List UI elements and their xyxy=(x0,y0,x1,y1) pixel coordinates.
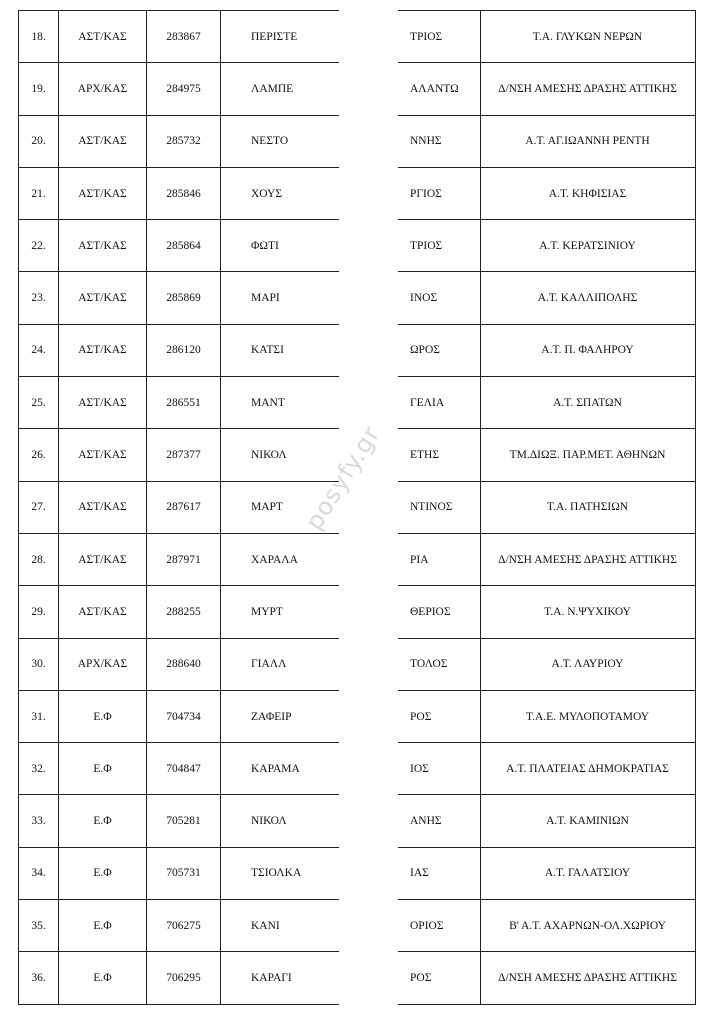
service-cell: Δ/ΝΣΗ ΑΜΕΣΗΣ ΔΡΑΣΗΣ ΑΤΤΙΚΗΣ xyxy=(480,533,695,585)
row-number: 34. xyxy=(19,847,59,899)
table-row xyxy=(19,429,339,481)
first-name-cell: ΙΟΣ xyxy=(398,743,480,795)
first-name-cell: ΙΝΟΣ xyxy=(398,272,480,324)
table-row xyxy=(398,533,695,585)
row-number: 31. xyxy=(19,690,59,742)
surname-cell: ΧΟΥΣ xyxy=(221,167,339,219)
service-cell: Α.Τ. ΓΑΛΑΤΣΙΟΥ xyxy=(480,847,695,899)
rank-cell: Ε.Φ xyxy=(59,952,147,1004)
first-name-cell: ΟΡΙΟΣ xyxy=(398,900,480,952)
first-name-cell: ΝΤΙΝΟΣ xyxy=(398,481,480,533)
table-row xyxy=(398,115,695,167)
table-row xyxy=(398,377,695,429)
first-name-cell: ΓΕΛΙΑ xyxy=(398,377,480,429)
service-cell: Δ/ΝΣΗ ΑΜΕΣΗΣ ΔΡΑΣΗΣ ΑΤΤΙΚΗΣ xyxy=(480,952,695,1004)
service-cell: Β' Α.Τ. ΑΧΑΡΝΩΝ-ΟΛ.ΧΩΡΙΟΥ xyxy=(480,900,695,952)
service-cell: Δ/ΝΣΗ ΑΜΕΣΗΣ ΔΡΑΣΗΣ ΑΤΤΙΚΗΣ xyxy=(480,63,695,115)
code-cell: 704734 xyxy=(147,690,221,742)
first-name-cell: ΘΕΡΙΟΣ xyxy=(398,586,480,638)
row-number: 26. xyxy=(19,429,59,481)
first-name-cell: ΡΙΑ xyxy=(398,533,480,585)
first-name-cell: ΝΝΗΣ xyxy=(398,115,480,167)
service-cell: Α.Τ. ΛΑΥΡΙΟΥ xyxy=(480,638,695,690)
row-number: 25. xyxy=(19,377,59,429)
row-number: 29. xyxy=(19,586,59,638)
code-cell: 705731 xyxy=(147,847,221,899)
rank-cell: ΑΣΤ/ΚΑΣ xyxy=(59,586,147,638)
row-number: 19. xyxy=(19,63,59,115)
rank-cell: ΑΡΧ/ΚΑΣ xyxy=(59,638,147,690)
row-number: 27. xyxy=(19,481,59,533)
personnel-table-left xyxy=(18,10,339,1005)
table-row xyxy=(398,11,695,63)
table-row xyxy=(398,167,695,219)
code-cell: 286551 xyxy=(147,377,221,429)
row-number: 32. xyxy=(19,743,59,795)
table-row xyxy=(19,900,339,952)
service-cell: Α.Τ. ΚΗΦΙΣΙΑΣ xyxy=(480,167,695,219)
surname-cell: ΚΑΡΑΜΑ xyxy=(221,743,339,795)
table-row xyxy=(19,743,339,795)
rank-cell: ΑΣΤ/ΚΑΣ xyxy=(59,115,147,167)
code-cell: 287377 xyxy=(147,429,221,481)
table-row xyxy=(19,952,339,1004)
row-number: 30. xyxy=(19,638,59,690)
table-row xyxy=(398,638,695,690)
row-number: 28. xyxy=(19,533,59,585)
code-cell: 285732 xyxy=(147,115,221,167)
service-cell: Α.Τ. ΚΕΡΑΤΣΙΝΙΟΥ xyxy=(480,220,695,272)
surname-cell: ΦΩΤΙ xyxy=(221,220,339,272)
table-row xyxy=(398,272,695,324)
table-right-part xyxy=(398,10,695,1005)
code-cell: 285846 xyxy=(147,167,221,219)
surname-cell: ΜΑΡΤ xyxy=(221,481,339,533)
table-left-part xyxy=(18,10,302,1005)
service-cell: Τ.Α. Ν.ΨΥΧΙΚΟΥ xyxy=(480,586,695,638)
table-row xyxy=(19,847,339,899)
table-row xyxy=(19,638,339,690)
row-number: 36. xyxy=(19,952,59,1004)
table-row xyxy=(398,586,695,638)
code-cell: 705281 xyxy=(147,795,221,847)
table-row xyxy=(398,220,695,272)
rank-cell: ΑΣΤ/ΚΑΣ xyxy=(59,167,147,219)
row-number: 24. xyxy=(19,324,59,376)
first-name-cell: ΑΝΗΣ xyxy=(398,795,480,847)
table-row xyxy=(19,11,339,63)
service-cell: Α.Τ. ΚΑΜΙΝΙΩΝ xyxy=(480,795,695,847)
surname-cell: ΚΑΡΑΓΙ xyxy=(221,952,339,1004)
row-number: 23. xyxy=(19,272,59,324)
rank-cell: ΑΣΤ/ΚΑΣ xyxy=(59,11,147,63)
first-name-cell: ΡΓΙΟΣ xyxy=(398,167,480,219)
rank-cell: ΑΡΧ/ΚΑΣ xyxy=(59,63,147,115)
table-row xyxy=(19,481,339,533)
table-row xyxy=(398,743,695,795)
service-cell: ΤΜ.ΔΙΩΞ. ΠΑΡ.ΜΕΤ. ΑΘΗΝΩΝ xyxy=(480,429,695,481)
surname-cell: ΓΙΑΛΛ xyxy=(221,638,339,690)
watermark: posyfy.gr xyxy=(300,420,386,535)
rank-cell: ΑΣΤ/ΚΑΣ xyxy=(59,429,147,481)
code-cell: 706275 xyxy=(147,900,221,952)
code-cell: 706295 xyxy=(147,952,221,1004)
surname-cell: ΠΕΡΙΣΤΕ xyxy=(221,11,339,63)
table-row xyxy=(19,586,339,638)
table-row xyxy=(19,690,339,742)
service-cell: Τ.Α.Ε. ΜΥΛΟΠΟΤΑΜΟΥ xyxy=(480,690,695,742)
table-row xyxy=(19,220,339,272)
table-row xyxy=(398,429,695,481)
surname-cell: ΚΑΤΣΙ xyxy=(221,324,339,376)
table-row xyxy=(19,63,339,115)
code-cell: 283867 xyxy=(147,11,221,63)
first-name-cell: ΡΟΣ xyxy=(398,690,480,742)
row-number: 22. xyxy=(19,220,59,272)
first-name-cell: ΤΡΙΟΣ xyxy=(398,220,480,272)
row-number: 35. xyxy=(19,900,59,952)
rank-cell: ΑΣΤ/ΚΑΣ xyxy=(59,533,147,585)
table-row xyxy=(398,900,695,952)
service-cell: Τ.Α. ΠΑΤΗΣΙΩΝ xyxy=(480,481,695,533)
table-row xyxy=(19,324,339,376)
service-cell: Α.Τ. ΑΓ.ΙΩΑΝΝΗ ΡΕΝΤΗ xyxy=(480,115,695,167)
surname-cell: ΝΕΣΤΟ xyxy=(221,115,339,167)
first-name-cell: ΤΡΙΟΣ xyxy=(398,11,480,63)
first-name-cell: ΩΡΟΣ xyxy=(398,324,480,376)
table-row xyxy=(398,63,695,115)
first-name-cell: ΑΛΑΝΤΩ xyxy=(398,63,480,115)
service-cell: Α.Τ. ΚΑΛΛΙΠΟΛΗΣ xyxy=(480,272,695,324)
code-cell: 284975 xyxy=(147,63,221,115)
code-cell: 285869 xyxy=(147,272,221,324)
table-row xyxy=(19,167,339,219)
rank-cell: ΑΣΤ/ΚΑΣ xyxy=(59,324,147,376)
table-row xyxy=(398,952,695,1004)
surname-cell: ΜΑΝΤ xyxy=(221,377,339,429)
rank-cell: Ε.Φ xyxy=(59,847,147,899)
code-cell: 288255 xyxy=(147,586,221,638)
first-name-cell: ΡΟΣ xyxy=(398,952,480,1004)
code-cell: 286120 xyxy=(147,324,221,376)
personnel-table-right xyxy=(398,10,696,1005)
surname-cell: ΤΣΙΟΛΚΑ xyxy=(221,847,339,899)
rank-cell: ΑΣΤ/ΚΑΣ xyxy=(59,481,147,533)
rank-cell: Ε.Φ xyxy=(59,900,147,952)
service-cell: Α.Τ. Π. ΦΑΛΗΡΟΥ xyxy=(480,324,695,376)
code-cell: 285864 xyxy=(147,220,221,272)
table-row xyxy=(398,690,695,742)
rank-cell: ΑΣΤ/ΚΑΣ xyxy=(59,272,147,324)
first-name-cell: ΕΤΗΣ xyxy=(398,429,480,481)
table-row xyxy=(19,533,339,585)
rank-cell: Ε.Φ xyxy=(59,690,147,742)
table-row xyxy=(19,115,339,167)
rank-cell: Ε.Φ xyxy=(59,795,147,847)
surname-cell: ΜΥΡΤ xyxy=(221,586,339,638)
rank-cell: ΑΣΤ/ΚΑΣ xyxy=(59,220,147,272)
table-row xyxy=(398,795,695,847)
row-number: 20. xyxy=(19,115,59,167)
rank-cell: ΑΣΤ/ΚΑΣ xyxy=(59,377,147,429)
row-number: 21. xyxy=(19,167,59,219)
surname-cell: ΝΙΚΟΛ xyxy=(221,429,339,481)
surname-cell: ΧΑΡΑΛΑ xyxy=(221,533,339,585)
table-row xyxy=(398,481,695,533)
surname-cell: ΛΑΜΠΕ xyxy=(221,63,339,115)
first-name-cell: ΤΟΛΟΣ xyxy=(398,638,480,690)
code-cell: 287617 xyxy=(147,481,221,533)
row-number: 33. xyxy=(19,795,59,847)
service-cell: Α.Τ. ΠΛΑΤΕΙΑΣ ΔΗΜΟΚΡΑΤΙΑΣ xyxy=(480,743,695,795)
code-cell: 704847 xyxy=(147,743,221,795)
table-row xyxy=(19,377,339,429)
code-cell: 288640 xyxy=(147,638,221,690)
service-cell: Α.Τ. ΣΠΑΤΩΝ xyxy=(480,377,695,429)
row-number: 18. xyxy=(19,11,59,63)
rank-cell: Ε.Φ xyxy=(59,743,147,795)
code-cell: 287971 xyxy=(147,533,221,585)
table-row xyxy=(19,795,339,847)
surname-cell: ΝΙΚΟΛ xyxy=(221,795,339,847)
table-row xyxy=(398,847,695,899)
service-cell: Τ.Α. ΓΛΥΚΩΝ ΝΕΡΩΝ xyxy=(480,11,695,63)
surname-cell: ΜΑΡΙ xyxy=(221,272,339,324)
surname-cell: ΖΑΦΕΙΡ xyxy=(221,690,339,742)
first-name-cell: ΙΑΣ xyxy=(398,847,480,899)
table-row xyxy=(398,324,695,376)
surname-cell: ΚΑΝΙ xyxy=(221,900,339,952)
table-row xyxy=(19,272,339,324)
